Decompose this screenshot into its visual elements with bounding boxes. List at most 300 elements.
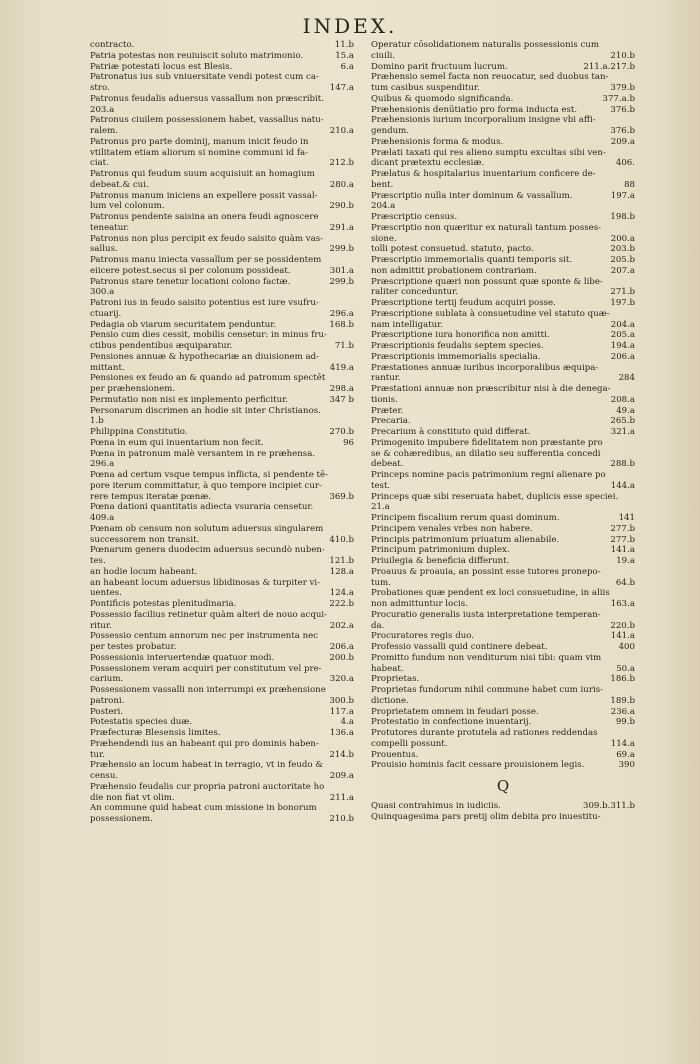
index-entry xyxy=(90,793,354,804)
index-entry xyxy=(371,812,635,823)
entry-text: pore iterum committatur, à quo tempore incipiet cur- xyxy=(90,480,322,491)
page-reference: 141.a xyxy=(610,545,635,556)
index-entry xyxy=(371,148,635,159)
entry-text: Principum patrimonium duplex. xyxy=(371,545,510,556)
index-entry xyxy=(90,449,354,460)
page-reference: 299.b xyxy=(329,244,354,255)
entry-text: die non fiat vt olim. xyxy=(90,792,175,803)
entry-text: non admittuntur locis. xyxy=(371,599,468,609)
index-entry xyxy=(371,255,635,266)
index-entry xyxy=(90,631,354,642)
entry-text: test. xyxy=(371,480,391,491)
entry-text: Probationes quæ pendent ex loci consuetudine, in aliis xyxy=(371,588,610,599)
page-reference: 211.a xyxy=(329,792,354,803)
index-entry xyxy=(90,545,354,556)
entry-text: Personarum discrimen an hodie sit inter Christianos. xyxy=(90,405,321,416)
entry-text: Patria potestas non reuiuiscit soluto matrimonio. xyxy=(90,50,304,61)
page-reference: 88 xyxy=(624,179,635,190)
entry-text: tolli potest consuetud. statuto, pacto. xyxy=(371,244,534,255)
index-entry xyxy=(371,298,635,309)
entry-text: Professio vassalli quid continere debeat. xyxy=(371,642,548,652)
index-entry xyxy=(371,158,635,169)
index-entry xyxy=(371,599,635,610)
index-entry xyxy=(90,524,354,535)
index-entry xyxy=(90,750,354,761)
index-entry xyxy=(371,384,635,395)
index-entry xyxy=(90,707,354,718)
page-reference: 288.b xyxy=(610,459,635,470)
entry-text: Possessio centum annorum nec per instrumenta nec xyxy=(90,631,319,642)
index-entry xyxy=(90,803,354,814)
index-entry xyxy=(371,750,635,761)
page-reference: 147.a xyxy=(329,83,354,93)
page-reference: 222.b xyxy=(329,599,354,609)
index-entry xyxy=(371,642,635,653)
entry-text: Præscriptione tertij feudum acquiri posse. xyxy=(371,298,556,308)
index-entry xyxy=(371,728,635,739)
page-reference: 141.a xyxy=(610,631,635,642)
index-entry xyxy=(90,728,354,739)
index-entry xyxy=(90,814,354,825)
index-entry xyxy=(90,556,354,567)
entry-text: Procuratio generalis iusta interpretatione temperan- xyxy=(371,609,601,620)
page-reference: 128.a xyxy=(329,566,354,577)
page-reference: 19.a xyxy=(616,556,635,566)
entry-text: Quibus & quomodo significanda. xyxy=(371,93,514,104)
entry-text: gendum. xyxy=(371,126,410,136)
index-entry xyxy=(90,223,354,234)
index-entry xyxy=(371,664,635,675)
index-entry xyxy=(90,739,354,750)
entry-text: an hodie locum habeant. xyxy=(90,566,198,577)
entry-text: tur. xyxy=(90,749,105,760)
page-reference: 220.b xyxy=(610,620,635,631)
index-entry xyxy=(371,244,635,255)
index-entry xyxy=(90,277,354,288)
entry-text: Præscriptio immemorialis quanti temporis sit. xyxy=(371,255,573,265)
entry-text: Prælatus & hospitalarius inuentarium conficere de- xyxy=(371,169,596,179)
entry-text: tes. xyxy=(90,556,106,566)
entry-text: an habeant locum aduersus libidinosas & turpiter vi- xyxy=(90,577,321,588)
index-entry xyxy=(90,244,354,255)
entry-text: Principem venales vrbes non habere. xyxy=(371,523,533,534)
index-entry xyxy=(371,416,635,427)
entry-text: Quasi contrahimus in iudiciis. xyxy=(371,801,501,811)
index-entry xyxy=(371,513,635,524)
page-reference: 210.b xyxy=(610,50,635,61)
index-entry xyxy=(90,384,354,395)
page-reference: 419.a xyxy=(329,362,354,373)
page-reference: 197.a xyxy=(610,190,635,201)
index-entry xyxy=(90,234,354,245)
page-reference: 168.b xyxy=(329,319,354,330)
index-entry xyxy=(90,298,354,309)
index-entry xyxy=(371,567,635,578)
entry-text: non admittit probationem contrariam. xyxy=(371,265,537,276)
index-entry xyxy=(371,717,635,728)
entry-text: Protestatio in confectione inuentarij. xyxy=(371,717,532,728)
page-reference: 320.a xyxy=(329,674,354,685)
entry-text: tum casibus suspenditur. xyxy=(371,83,480,93)
index-entry xyxy=(371,621,635,632)
entry-text: habeat. xyxy=(371,663,404,674)
index-entry xyxy=(90,373,354,384)
index-entry xyxy=(90,255,354,266)
page-reference: 390 xyxy=(618,760,635,771)
page-reference: 71.b xyxy=(334,341,354,351)
entry-text: Posteri. xyxy=(90,706,124,717)
page-reference: 277.b xyxy=(610,523,635,534)
entry-text: 296.a xyxy=(90,459,115,470)
page-reference: 301.a xyxy=(329,265,354,276)
index-entry xyxy=(90,201,354,212)
page-reference: 300.b xyxy=(329,695,354,706)
entry-text: Princeps quæ sibi reseruata habet, duplicis esse speciei. xyxy=(371,491,619,502)
index-entry xyxy=(371,191,635,202)
page-reference: 144.a xyxy=(610,480,635,491)
index-entry xyxy=(371,373,635,384)
page-reference: 114.a xyxy=(610,738,635,749)
entry-text: Pensio cum dies cessit, mobilis censetur: in minus fru- xyxy=(90,330,327,341)
entry-text: per testes probatur. xyxy=(90,642,177,652)
index-entry xyxy=(371,212,635,223)
entry-text: Patronus manu iniecta vassallum per se possidentem xyxy=(90,255,322,265)
index-entry xyxy=(371,470,635,481)
page-reference: 96 xyxy=(343,437,354,448)
index-entry xyxy=(371,535,635,546)
entry-text: rere tempus iteratæ pœnæ. xyxy=(90,491,212,502)
index-entry xyxy=(90,664,354,675)
entry-text: sione. xyxy=(371,233,397,244)
index-entry xyxy=(90,83,354,94)
index-entry xyxy=(90,352,354,363)
page-reference: 296.a xyxy=(329,308,354,319)
index-entry xyxy=(90,427,354,438)
page-reference: 204.a xyxy=(610,319,635,330)
index-entry xyxy=(90,599,354,610)
entry-text: Pedagia ob viarum securitatem penduntur. xyxy=(90,319,277,330)
page-reference: 271.b xyxy=(610,287,635,298)
entry-text: da. xyxy=(371,620,385,631)
entry-text: Procuratores regis duo. xyxy=(371,631,474,642)
entry-text: bent. xyxy=(371,179,394,190)
entry-text: se & cohæredibus, an dilatio seu sufferentia concedi xyxy=(371,448,601,459)
page-reference: 64.b xyxy=(615,577,635,588)
entry-text: Præscriptione sublata à consuetudine vel statuto quæ- xyxy=(371,308,610,319)
page-reference: 309.b.311.b xyxy=(582,801,635,811)
entry-text: Præhendendi ius an habeant qui pro dominis haben- xyxy=(90,738,319,749)
entry-text: rantur. xyxy=(371,373,401,384)
entry-text: Domino parit fructuum lucrum. xyxy=(371,61,508,72)
index-entry xyxy=(371,287,635,298)
page-reference: 200.b xyxy=(329,652,354,663)
index-entry xyxy=(90,191,354,202)
entry-text: Philippina Constitutio. xyxy=(90,427,188,437)
entry-text: Potestatis species duæ. xyxy=(90,717,193,728)
index-entry xyxy=(371,578,635,589)
index-entry xyxy=(90,481,354,492)
page-reference: 205.a xyxy=(610,330,635,341)
entry-text: dictione. xyxy=(371,695,409,706)
index-entry xyxy=(371,801,635,812)
page-reference: 376.b xyxy=(610,104,635,115)
entry-text: successorem non transit. xyxy=(90,534,200,545)
page-reference: 280.a xyxy=(329,179,354,190)
index-entry xyxy=(90,696,354,707)
entry-text: tionis. xyxy=(371,394,398,405)
page-reference: 203.b xyxy=(610,244,635,255)
index-entry xyxy=(90,470,354,481)
entry-text: 21.a xyxy=(371,502,390,513)
index-entry xyxy=(90,341,354,352)
index-entry xyxy=(90,459,354,470)
index-entry xyxy=(371,685,635,696)
index-entry xyxy=(90,513,354,524)
index-entry xyxy=(90,148,354,159)
page-reference: 290.b xyxy=(329,201,354,212)
index-entry xyxy=(371,51,635,62)
entry-text: raliter conceduntur. xyxy=(371,287,458,298)
entry-text: Proprietatem omnem in feudari posse. xyxy=(371,706,539,717)
page-reference: 207.a xyxy=(610,265,635,276)
index-entry xyxy=(90,438,354,449)
page-reference: 136.a xyxy=(329,728,354,738)
entry-text: Pœna dationi quantitatis adiecta vsuraria censetur. xyxy=(90,502,314,513)
index-entry xyxy=(90,287,354,298)
index-entry xyxy=(90,40,354,51)
page-reference: 270.b xyxy=(329,427,354,437)
index-entry xyxy=(371,105,635,116)
page-reference: 298.a xyxy=(329,384,354,394)
entry-text: Præstationes annuæ iuribus incorporalibus æquipa- xyxy=(371,362,599,373)
index-entry xyxy=(90,169,354,180)
right-column-q-entries xyxy=(371,801,635,823)
entry-text: Princeps nomine pacis patrimonium regni alienare po xyxy=(371,470,606,480)
entry-text: Pensiones ex feudo an & quando ad patronum spectēt xyxy=(90,373,326,384)
entry-text: Præhensionis iurium incorporalium insigne vbi affi- xyxy=(371,115,596,126)
entry-text: Pensiones annuæ & hypothecariæ an diuisionem ad- xyxy=(90,351,320,362)
index-entry xyxy=(90,212,354,223)
page-reference: 163.a xyxy=(610,599,635,609)
index-entry xyxy=(371,72,635,83)
entry-text: An commune quid habeat cum missione in bonorum xyxy=(90,803,317,814)
index-entry xyxy=(371,94,635,105)
page-reference: 206.a xyxy=(610,351,635,362)
entry-text: Protutores durante protutela ad rationes reddendas xyxy=(371,728,598,738)
index-entry xyxy=(90,492,354,503)
page-reference: 209.a xyxy=(329,771,354,781)
entry-text: Pontificis potestas plenitudinaria. xyxy=(90,599,237,609)
index-entry xyxy=(371,201,635,212)
index-entry xyxy=(371,449,635,460)
entry-text: Patronus feudalis aduersus vassallum non præscribit. xyxy=(90,93,324,104)
page-reference: 206.a xyxy=(329,642,354,652)
entry-text: 204.a xyxy=(371,201,396,212)
entry-text: 1.b xyxy=(90,416,104,427)
entry-text: Præhensio semel facta non reuocatur, sed duobus tan- xyxy=(371,72,609,83)
index-entry xyxy=(371,363,635,374)
index-entry xyxy=(90,416,354,427)
entry-text: Prouisio hominis facit cessare prouisionem legis. xyxy=(371,760,585,771)
entry-text: per præhensionem. xyxy=(90,384,176,394)
page-reference: 277.b xyxy=(610,534,635,545)
page-reference: 189.b xyxy=(610,695,635,706)
index-entry xyxy=(371,234,635,245)
entry-text: debeat.& cui. xyxy=(90,179,149,190)
entry-text: Precarium à constituto quid differat. xyxy=(371,427,531,437)
entry-text: ctibus pendentibus æquiparatur. xyxy=(90,341,233,351)
entry-text: Patriæ potestati locus est Blesis. xyxy=(90,61,233,72)
index-entry xyxy=(371,395,635,406)
index-entry xyxy=(371,610,635,621)
entry-text: teneatur. xyxy=(90,222,130,233)
index-entry xyxy=(90,610,354,621)
index-entry xyxy=(371,320,635,331)
page-reference: 121.b xyxy=(329,556,354,566)
page-reference: 117.a xyxy=(329,706,354,717)
entry-text: ctuarij. xyxy=(90,308,122,319)
index-entry xyxy=(90,578,354,589)
index-entry xyxy=(90,137,354,148)
entry-text: carium. xyxy=(90,674,124,685)
index-entry xyxy=(90,105,354,116)
entry-text: Principis patrimonium priuatum alienabile. xyxy=(371,534,560,545)
entry-text: Prouentus. xyxy=(371,749,419,760)
index-entry xyxy=(371,83,635,94)
page-reference: 210.b xyxy=(329,814,354,824)
index-entry xyxy=(371,406,635,417)
index-entry xyxy=(90,588,354,599)
index-entry xyxy=(90,180,354,191)
index-entry xyxy=(371,126,635,137)
page-reference: 200.a xyxy=(610,233,635,244)
page-reference: 4.a xyxy=(340,717,354,728)
entry-text: possessionem. xyxy=(90,814,153,824)
entry-text: Præhensionis forma & modus. xyxy=(371,136,504,147)
index-entry xyxy=(90,94,354,105)
entry-text: Precaria. xyxy=(371,416,411,427)
index-entry xyxy=(371,588,635,599)
index-entry xyxy=(90,567,354,578)
page-header: INDEX. xyxy=(302,14,398,38)
entry-text: eiicere potest.secus si per colonum possideat. xyxy=(90,265,291,276)
page-reference: 211.a.217.b xyxy=(583,61,635,72)
index-entry xyxy=(371,739,635,750)
index-entry xyxy=(371,277,635,288)
index-entry xyxy=(371,545,635,556)
entry-text: ralem. xyxy=(90,126,118,136)
entry-text: tum. xyxy=(371,577,391,588)
index-entry xyxy=(371,341,635,352)
page-reference: 212.b xyxy=(329,158,354,169)
page-reference: 299.b xyxy=(329,276,354,287)
entry-text: Præscriptionis feudalis septem species. xyxy=(371,341,544,351)
entry-text: Patronus pendente saisina an onera feudi agnoscere xyxy=(90,212,319,222)
index-entry xyxy=(371,707,635,718)
entry-text: contracto. xyxy=(90,40,135,50)
index-entry xyxy=(371,169,635,180)
index-entry xyxy=(371,696,635,707)
index-entry xyxy=(90,642,354,653)
page-reference: 265.b xyxy=(610,416,635,427)
index-entry xyxy=(90,782,354,793)
index-entry xyxy=(90,62,354,73)
page-reference: 141 xyxy=(618,513,635,523)
entry-text: Quinquagesima pars pretij olim debita pro inuestitu- xyxy=(371,811,601,822)
entry-text: 409.a xyxy=(90,513,115,523)
page-reference: 379.b xyxy=(610,83,635,93)
entry-text: Præhensio an locum habeat in terragio, vt in feudo & xyxy=(90,760,323,771)
index-entry xyxy=(90,158,354,169)
index-entry xyxy=(371,427,635,438)
entry-text: Priuilegia & beneficia differunt. xyxy=(371,556,510,566)
section-letter-q: Q xyxy=(496,777,510,795)
index-entry xyxy=(90,406,354,417)
index-entry xyxy=(90,395,354,406)
page-reference: 194.a xyxy=(610,341,635,351)
entry-text: Præscriptione quæri non possunt quæ sponte & libe- xyxy=(371,276,603,287)
page-reference: 347 b xyxy=(329,394,354,405)
entry-text: mittant. xyxy=(90,362,125,373)
index-entry xyxy=(371,330,635,341)
index-entry xyxy=(90,330,354,341)
entry-text: Præscriptio non quæritur ex naturali tantum posses- xyxy=(371,222,602,233)
entry-text: Præscriptionis immemorialis specialia. xyxy=(371,351,541,362)
page-reference: 205.b xyxy=(610,255,635,265)
entry-text: ciat. xyxy=(90,158,109,169)
entry-text: Pœna in patronum malè versantem in re præhensa. xyxy=(90,448,316,459)
index-entry xyxy=(371,524,635,535)
entry-text: Pœnarum genera duodecim aduersus secundò nuben- xyxy=(90,545,325,556)
index-entry xyxy=(90,653,354,664)
right-column-entries xyxy=(371,40,635,771)
index-entry xyxy=(371,266,635,277)
entry-text: debeat. xyxy=(371,459,404,470)
entry-text: Patronus qui feudum suum acquisiuit an homagium xyxy=(90,169,315,179)
index-entry xyxy=(371,62,635,73)
page-reference: 69.a xyxy=(616,749,635,760)
index-entry xyxy=(371,223,635,234)
page-reference: 15.a xyxy=(335,50,354,61)
index-entry xyxy=(90,72,354,83)
entry-text: Patroni ius in feudo saisito potentius est iure vsufru- xyxy=(90,298,319,308)
entry-text: nam intelligatur. xyxy=(371,319,444,330)
index-entry xyxy=(371,459,635,470)
entry-text: Possessionis interuertendæ quatuor modi. xyxy=(90,652,275,663)
entry-text: Præscriptio census. xyxy=(371,212,458,222)
page-reference: 50.a xyxy=(616,663,635,674)
entry-text: Præhensio feudalis cur propria patroni auctoritate ho xyxy=(90,781,325,792)
entry-text: ciuili. xyxy=(371,50,396,61)
index-entry xyxy=(90,126,354,137)
index-entry xyxy=(90,717,354,728)
entry-text: Pœnam ob censum non solutum aduersus singularem xyxy=(90,523,324,534)
entry-text: 300.a xyxy=(90,287,115,298)
index-entry xyxy=(371,653,635,664)
entry-text: compelli possunt. xyxy=(371,738,448,749)
index-entry xyxy=(371,631,635,642)
entry-text: censu. xyxy=(90,771,119,781)
entry-text: Proauus & proauia, an possint esse tutores pronepo- xyxy=(371,566,601,577)
entry-text: Pœna in eum qui inuentarium non fecit. xyxy=(90,437,264,448)
page-reference: 210.a xyxy=(329,126,354,136)
entry-text: Patronus non plus percipit ex feudo saisito quàm vas- xyxy=(90,233,324,244)
entry-text: Permutatio non nisi ex implemento perficitur. xyxy=(90,394,289,405)
page-reference: 99.b xyxy=(615,717,635,728)
index-entry xyxy=(371,556,635,567)
page-reference: 214.b xyxy=(329,749,354,760)
page-reference: 321.a xyxy=(610,427,635,437)
